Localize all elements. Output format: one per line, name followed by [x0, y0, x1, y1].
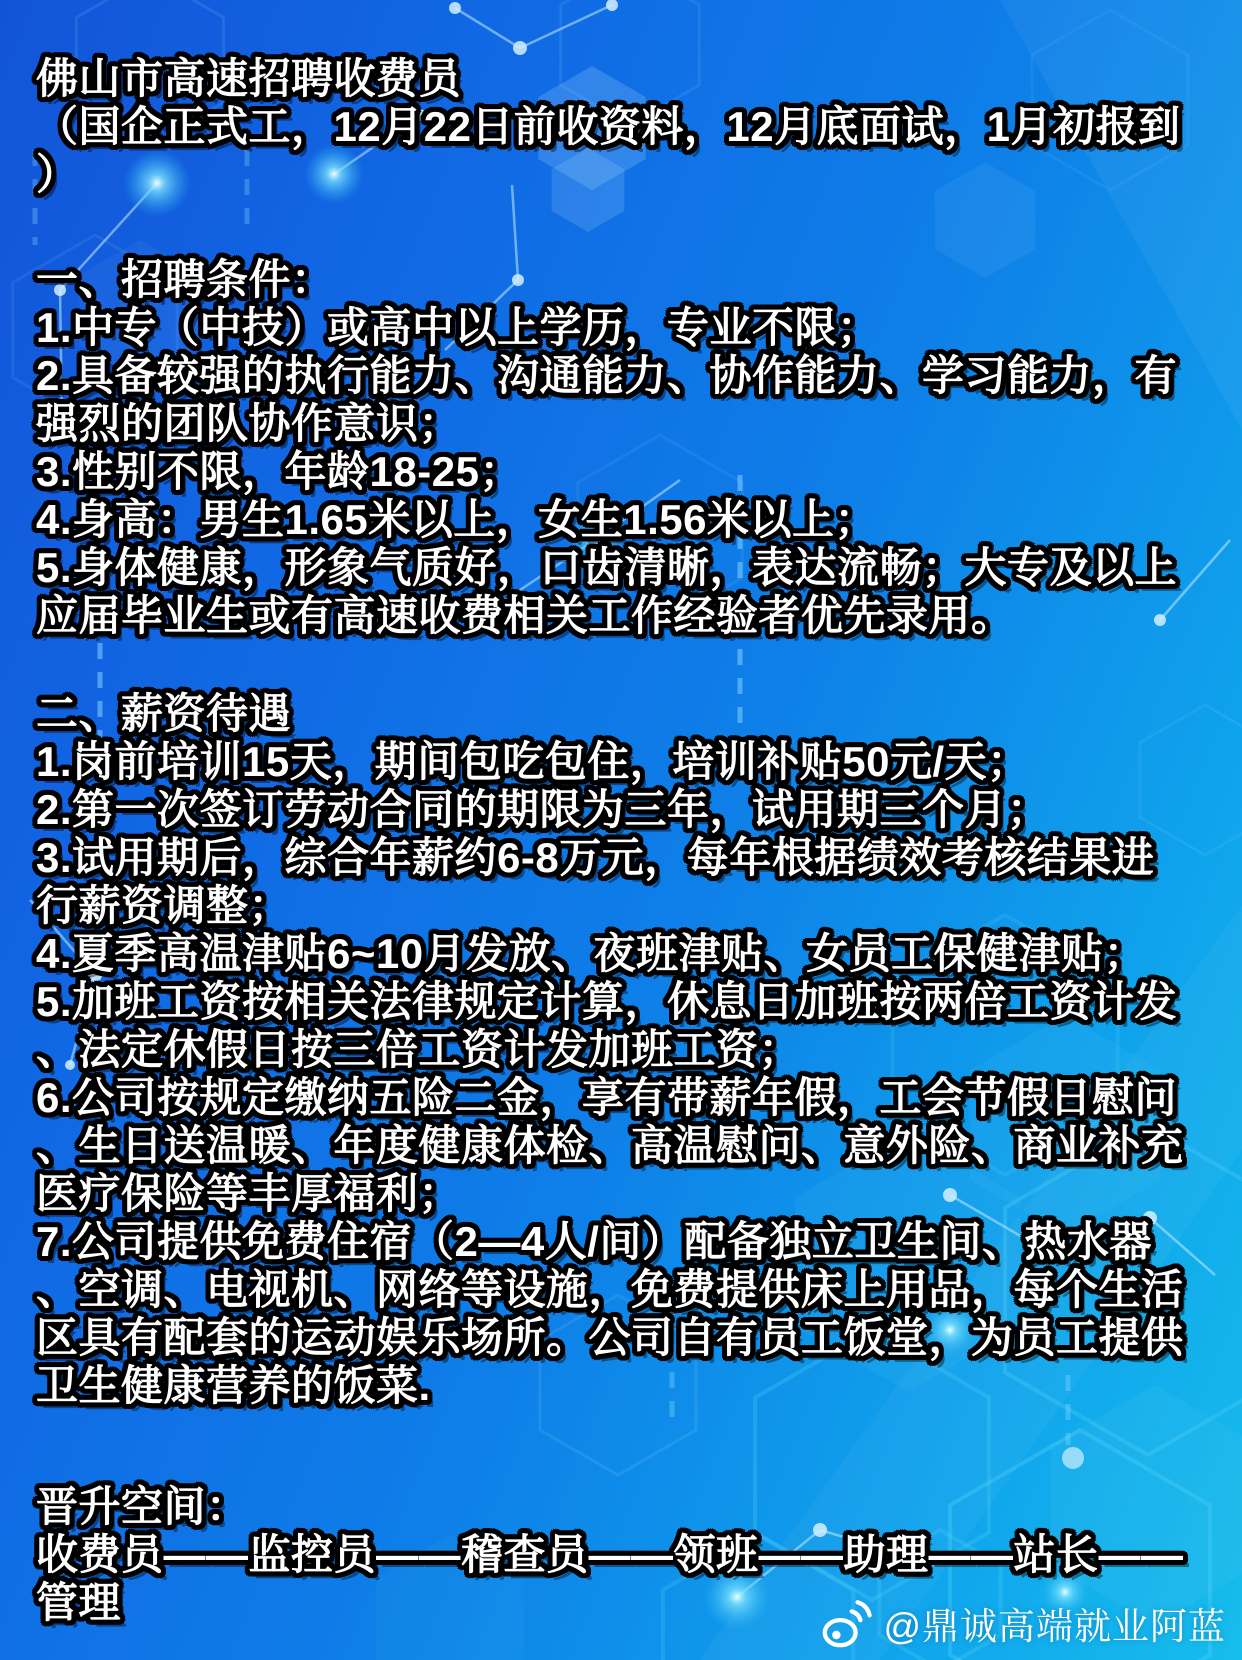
section-lines: [36, 304, 1216, 640]
text-line: 1.岗前培训15天，期间包吃包住，培训补贴50元/天；: [36, 738, 1030, 785]
text-line: 、生日送温暖、年度健康体检、高温慰问、意外险、商业补充: [36, 1122, 1184, 1169]
text-line: 2.第一次签订劳动合同的期限为三年，试用期三个月；: [36, 786, 1050, 833]
text-line: 2.具备较强的执行能力、沟通能力、协作能力、学习能力，有: [36, 352, 1178, 399]
text-line: 5.身体健康，形象气质好，口齿清晰，表达流畅；大专及以上: [36, 544, 1178, 591]
text-line: 、法定休假日按三倍工资计发加班工资；: [36, 1026, 802, 1073]
section-recruitment-requirements: [36, 256, 1216, 640]
text-line: 、空调、电视机、网络等设施，免费提供床上用品，每个生活: [36, 1266, 1184, 1313]
text-line: 6.公司按规定缴纳五险二金，享有带薪年假，工会节假日慰问: [36, 1074, 1178, 1121]
watermark-text: @鼎诚高端就业阿蓝: [883, 1606, 1226, 1647]
text-line: 卫生健康营养的饭菜.: [36, 1362, 431, 1409]
text-line: 管理: [36, 1579, 122, 1626]
text-line: 7.公司提供免费住宿（2—4人/间）配备独立卫生间、热水器: [36, 1218, 1152, 1265]
text-line: 医疗保险等丰厚福利；: [36, 1170, 462, 1217]
text-line: 应届毕业生或有高速收费相关工作经验者优先录用。: [36, 592, 1014, 639]
text-line: 收费员——监控员——稽查员——领班——助理——站长——: [36, 1531, 1184, 1578]
section-heading: 一、招聘条件：: [36, 256, 334, 303]
text-line: 4.身高：男生1.65米以上，女生1.56米以上；: [36, 496, 878, 543]
section-heading: 二、薪资待遇: [36, 690, 292, 737]
text-line: 3.试用期后，综合年薪约6-8万元，每年根据绩效考核结果进: [36, 834, 1155, 881]
text-line: 强烈的团队协作意识；: [36, 400, 462, 447]
section-heading: 晋升空间：: [36, 1483, 249, 1530]
watermark: [819, 1596, 1226, 1650]
section-lines: [36, 738, 1216, 1410]
text-line: 3.性别不限，年龄18-25；: [36, 448, 522, 495]
text-line: 5.加班工资按相关法律规定计算，休息日加班按两倍工资计发: [36, 978, 1178, 1025]
text-line: （国企正式工，12月22日前收资料，12月底面试，1月初报到: [36, 103, 1181, 150]
weibo-icon: [819, 1597, 873, 1649]
text-line: 区具有配套的运动娱乐场所。公司自有员工饭堂，为员工提供: [36, 1314, 1184, 1361]
text-line: ）: [36, 151, 79, 198]
text-line: 佛山市高速招聘收费员: [36, 55, 462, 102]
poster-title: [36, 55, 1216, 199]
text-line: 1.中专（中技）或高中以上学历，专业不限；: [36, 304, 880, 351]
section-salary-benefits: [36, 690, 1216, 1410]
text-line: 行薪资调整；: [36, 882, 292, 929]
poster-content: [36, 55, 1216, 1627]
text-line: 4.夏季高温津贴6~10月发放、夜班津贴、女员工保健津贴；: [36, 930, 1147, 977]
